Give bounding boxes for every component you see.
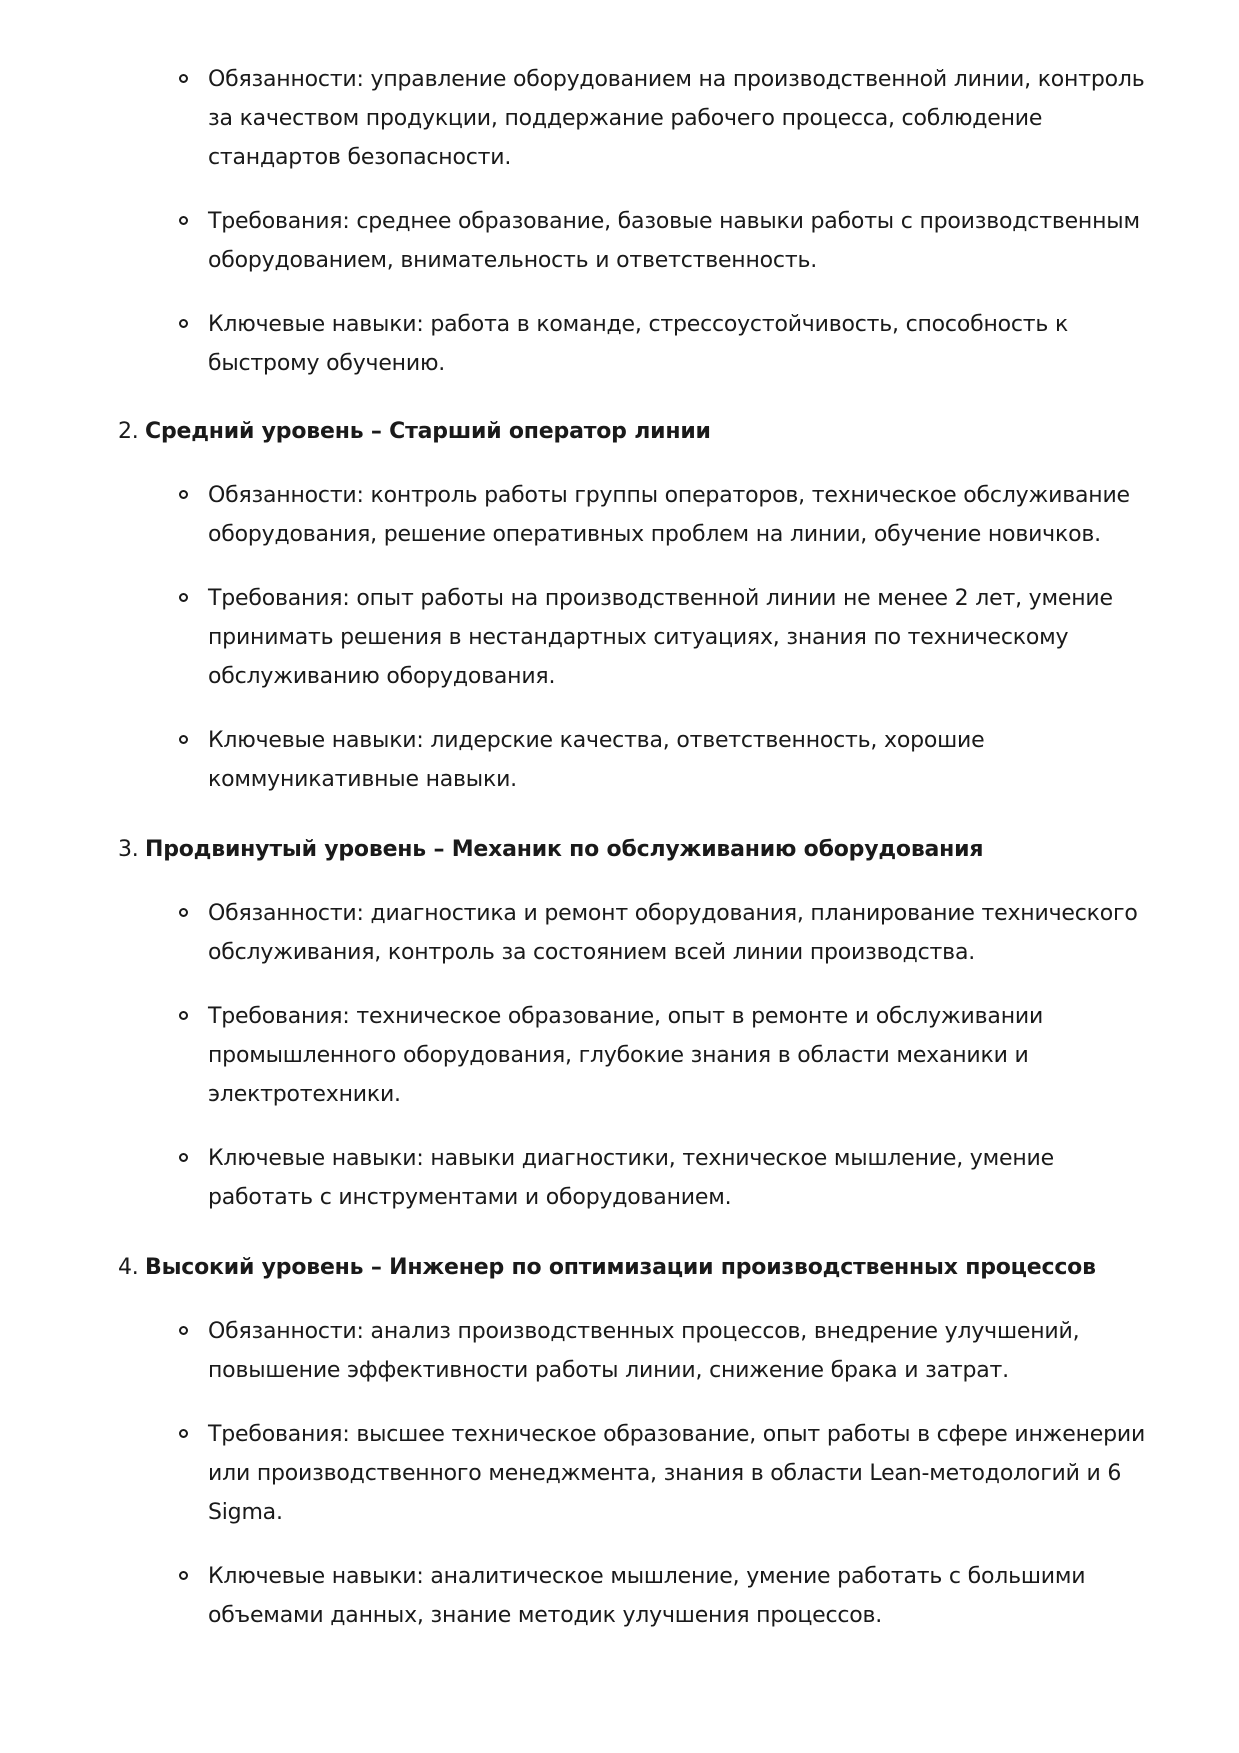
list-item [0,721,1239,799]
level-4-section [0,1248,1239,1660]
bullet-circle-icon [179,319,188,328]
list-item-text: Требования: техническое образование, опыт в ремонте и обслуживании промышленного оборудования, глубокие знания в области механики и электротехники. [208,1004,1044,1107]
list-item [0,894,1239,972]
list-item-text: Ключевые навыки: навыки диагностики, техническое мышление, умение работать с инструментами и оборудованием. [208,1146,1054,1210]
list-item [0,305,1239,383]
level-heading [0,412,1239,451]
list-item-text: Требования: высшее техническое образование, опыт работы в сфере инженерии или производственного менеджмента, знания в области Lean-методологий и 6 Sigma. [208,1422,1146,1525]
bullet-circle-icon [179,74,188,83]
level-bullet-list [0,1312,1239,1635]
level-title: Средний уровень – Старший оператор линии [145,419,711,444]
bullet-circle-icon [179,490,188,499]
level-bullet-list [0,894,1239,1217]
list-item [0,997,1239,1114]
list-item-text: Обязанности: контроль работы группы операторов, техническое обслуживание оборудования, решение оперативных проблем на линии, обучение новичков. [208,483,1130,547]
list-item-text: Ключевые навыки: лидерские качества, ответственность, хорошие коммуникативные навыки. [208,728,985,792]
level-heading [0,1248,1239,1287]
list-item [0,60,1239,177]
bullet-circle-icon [179,1326,188,1335]
list-item [0,476,1239,554]
level-title: Высокий уровень – Инженер по оптимизации производственных процессов [145,1255,1096,1280]
list-item [0,579,1239,696]
bullet-circle-icon [179,1571,188,1580]
bullet-circle-icon [179,1429,188,1438]
list-item [0,1139,1239,1217]
bullet-circle-icon [179,593,188,602]
list-item-text: Обязанности: управление оборудованием на производственной линии, контроль за качеством продукции, поддержание рабочего процесса, соблюдение стандартов безопасности. [208,67,1145,170]
intro-bullet-list [0,60,1239,383]
list-item-text: Обязанности: анализ производственных процессов, внедрение улучшений, повышение эффективности работы линии, снижение брака и затрат. [208,1319,1080,1383]
level-bullet-list [0,476,1239,799]
level-title: Продвинутый уровень – Механик по обслуживанию оборудования [145,837,984,862]
level-heading [0,830,1239,869]
level-3-section [0,830,1239,1242]
bullet-circle-icon [179,216,188,225]
list-item-text: Ключевые навыки: работа в команде, стрессоустойчивость, способность к быстрому обучению. [208,312,1069,376]
list-item-text: Требования: опыт работы на производственной линии не менее 2 лет, умение принимать решения в нестандартных ситуациях, знания по техническому обслуживанию оборудования. [208,586,1113,689]
list-item [0,202,1239,280]
level-number: 3. [118,837,139,862]
bullet-circle-icon [179,1011,188,1020]
level-2-section [0,412,1239,824]
intro-list-block [0,60,1239,408]
list-item-text: Ключевые навыки: аналитическое мышление, умение работать с большими объемами данных, знание методик улучшения процессов. [208,1564,1086,1628]
list-item [0,1415,1239,1532]
list-item [0,1312,1239,1390]
list-item-text: Обязанности: диагностика и ремонт оборудования, планирование технического обслуживания, контроль за состоянием всей линии производства. [208,901,1138,965]
level-number: 2. [118,419,139,444]
bullet-circle-icon [179,908,188,917]
list-item-text: Требования: среднее образование, базовые навыки работы с производственным оборудованием, внимательность и ответственность. [208,209,1140,273]
level-number: 4. [118,1255,139,1280]
bullet-circle-icon [179,735,188,744]
list-item [0,1557,1239,1635]
bullet-circle-icon [179,1153,188,1162]
